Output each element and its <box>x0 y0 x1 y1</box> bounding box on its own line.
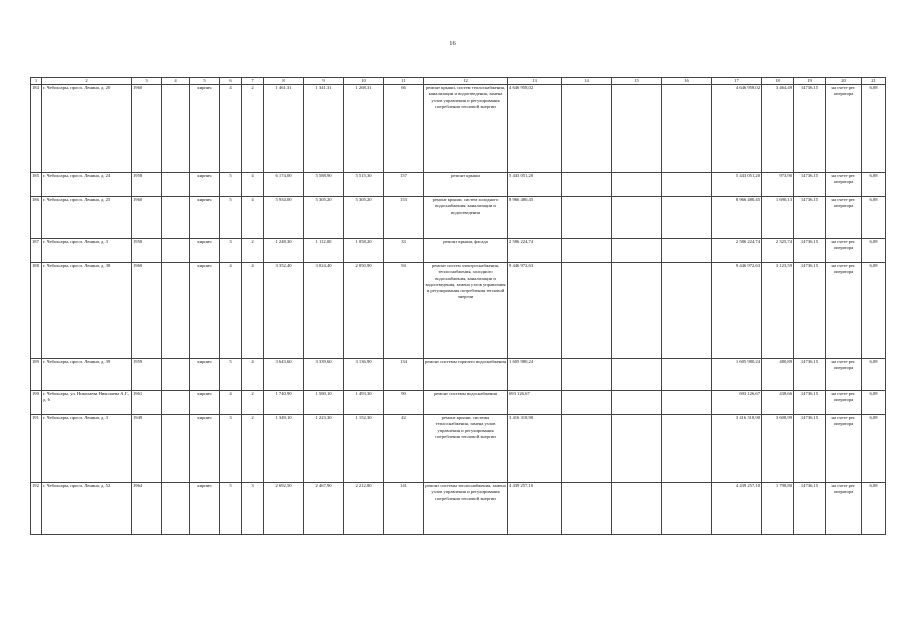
empty-cell <box>162 483 190 535</box>
total-cost-cell: 2 586 224,74 <box>712 239 762 263</box>
table-row <box>31 483 886 535</box>
works-list-cell: ремонт крыши <box>424 173 508 197</box>
total-area-cell: 6 174,00 <box>264 173 304 197</box>
column-number: 3 <box>132 78 162 85</box>
cost-cell: 4 646 958,02 <box>508 85 562 173</box>
empty-cell <box>562 415 612 483</box>
residential-area-cell: 2 212,80 <box>344 483 384 535</box>
works-list-cell: ремонт крыши, фасада <box>424 239 508 263</box>
empty-cell <box>562 391 612 415</box>
cost-cell: 693 126,67 <box>508 391 562 415</box>
funding-method-cell: на счете рег. оператора <box>826 197 862 239</box>
entrances-cell: 2 <box>242 415 264 483</box>
residents-count-cell: 157 <box>384 173 424 197</box>
total-cost-cell: 693 126,67 <box>712 391 762 415</box>
term-cell: 6,08 <box>862 415 886 483</box>
empty-cell <box>162 85 190 173</box>
floors-cell: 4 <box>220 85 242 173</box>
cost-cell: 5 443 051,20 <box>508 173 562 197</box>
floors-cell: 3 <box>220 415 242 483</box>
entrances-cell: 4 <box>242 173 264 197</box>
address-cell: г. Чебоксары, просп. Ленина, д. 25 <box>42 197 132 239</box>
total-cost-cell: 3 416 318,90 <box>712 415 762 483</box>
living-area-cell: 1 223,30 <box>304 415 344 483</box>
works-list-cell: ремонт системы водоснабжения <box>424 391 508 415</box>
cost-limit-cell: 14736,15 <box>794 483 826 535</box>
empty-cell <box>662 197 712 239</box>
residential-area-cell: 1 268,31 <box>344 85 384 173</box>
entrances-cell: 2 <box>242 239 264 263</box>
entrances-cell: 3 <box>242 483 264 535</box>
entrances-cell: 4 <box>242 263 264 359</box>
living-area-cell: 1 580,10 <box>304 391 344 415</box>
empty-cell <box>562 359 612 391</box>
column-number: 14 <box>562 78 612 85</box>
empty-cell <box>662 483 712 535</box>
row-number: 185 <box>31 173 42 197</box>
residents-count-cell: 141 <box>384 483 424 535</box>
total-cost-cell: 4 646 958,02 <box>712 85 762 173</box>
column-number: 20 <box>826 78 862 85</box>
entrances-cell: 4 <box>242 359 264 391</box>
total-area-cell: 3 643,60 <box>264 359 304 391</box>
empty-cell <box>562 197 612 239</box>
cost-limit-cell: 14736,15 <box>794 391 826 415</box>
cost-cell: 3 416 318,90 <box>508 415 562 483</box>
row-number: 187 <box>31 239 42 263</box>
works-list-cell: ремонт крыши, систем холодного водоснабжения, канализации и водоотведения <box>424 197 508 239</box>
residents-count-cell: 90 <box>384 391 424 415</box>
year-built-cell: 1959 <box>132 359 162 391</box>
empty-cell <box>562 483 612 535</box>
address-cell: г. Чебоксары, просп. Ленина, д. 52 <box>42 483 132 535</box>
term-cell: 6,08 <box>862 239 886 263</box>
column-number: 12 <box>424 78 508 85</box>
column-number: 18 <box>762 78 794 85</box>
column-number: 2 <box>42 78 132 85</box>
unit-cost-cell: 3 608,99 <box>762 415 794 483</box>
unit-cost-cell: 480,89 <box>762 359 794 391</box>
column-number: 16 <box>662 78 712 85</box>
total-area-cell: 5 934,00 <box>264 197 304 239</box>
year-built-cell: 1960 <box>132 197 162 239</box>
empty-cell <box>612 239 662 263</box>
cost-cell: 2 586 224,74 <box>508 239 562 263</box>
table-row <box>31 173 886 197</box>
empty-cell <box>562 85 612 173</box>
unit-cost-cell: 2 325,74 <box>762 239 794 263</box>
cost-cell: 8 966 480,45 <box>508 197 562 239</box>
column-number: 9 <box>304 78 344 85</box>
cost-limit-cell: 14736,15 <box>794 415 826 483</box>
unit-cost-cell: 3 464,49 <box>762 85 794 173</box>
empty-cell <box>162 239 190 263</box>
residential-area-cell: 2 850,90 <box>344 263 384 359</box>
total-cost-cell: 9 446 972,63 <box>712 263 762 359</box>
total-cost-cell: 8 966 480,45 <box>712 197 762 239</box>
funding-method-cell: на счете рег. оператора <box>826 173 862 197</box>
unit-cost-cell: 1 798,80 <box>762 483 794 535</box>
floors-cell: 5 <box>220 197 242 239</box>
works-list-cell: ремонт крыши, системы теплоснабжения, замена узлов управления и регулирования потребления тепловой энергии <box>424 415 508 483</box>
address-cell: г. Чебоксары, просп. Ленина, д. 38 <box>42 263 132 359</box>
term-cell: 6,08 <box>862 391 886 415</box>
cost-cell: 4 439 257,10 <box>508 483 562 535</box>
column-number: 21 <box>862 78 886 85</box>
year-built-cell: 1949 <box>132 415 162 483</box>
residential-area-cell: 5 305,20 <box>344 197 384 239</box>
residents-count-cell: 94 <box>384 263 424 359</box>
residential-area-cell: 5 515,30 <box>344 173 384 197</box>
table-row <box>31 359 886 391</box>
address-cell: г. Чебоксары, просп. Ленина, д. 3 <box>42 239 132 263</box>
residential-area-cell: 3 136,90 <box>344 359 384 391</box>
address-cell: г. Чебоксары, просп. Ленина, д. 24 <box>42 173 132 197</box>
year-built-cell: 1950 <box>132 239 162 263</box>
total-area-cell: 1 461,31 <box>264 85 304 173</box>
wall-material-cell: кирпич <box>190 263 220 359</box>
column-number: 13 <box>508 78 562 85</box>
empty-cell <box>162 391 190 415</box>
wall-material-cell: кирпич <box>190 173 220 197</box>
term-cell: 6,08 <box>862 483 886 535</box>
address-cell: г. Чебоксары, просп. Ленина, д. 39 <box>42 359 132 391</box>
residents-count-cell: 66 <box>384 85 424 173</box>
wall-material-cell: кирпич <box>190 85 220 173</box>
cost-limit-cell: 14736,15 <box>794 197 826 239</box>
table-row <box>31 263 886 359</box>
residential-area-cell: 1 493,30 <box>344 391 384 415</box>
floors-cell: 5 <box>220 359 242 391</box>
cost-cell: 9 446 972,63 <box>508 263 562 359</box>
empty-cell <box>662 415 712 483</box>
entrances-cell: 2 <box>242 391 264 415</box>
table-row <box>31 239 886 263</box>
column-number: 17 <box>712 78 762 85</box>
empty-cell <box>562 263 612 359</box>
floors-cell: 3 <box>220 239 242 263</box>
cost-limit-cell: 14736,15 <box>794 173 826 197</box>
wall-material-cell: кирпич <box>190 415 220 483</box>
cost-limit-cell: 14736,15 <box>794 263 826 359</box>
term-cell: 6,08 <box>862 85 886 173</box>
works-list-cell: ремонт крыши, систем теплоснабжения, канализации и водоотведения, замена узлов управления и регулирования потребления тепловой энергии <box>424 85 508 173</box>
funding-method-cell: на счете рег. оператора <box>826 85 862 173</box>
empty-cell <box>612 197 662 239</box>
column-number: 15 <box>612 78 662 85</box>
year-built-cell: 1960 <box>132 263 162 359</box>
column-number: 11 <box>384 78 424 85</box>
empty-cell <box>612 263 662 359</box>
unit-cost-cell: 438,66 <box>762 391 794 415</box>
works-list-cell: ремонт системы теплоснабжения, замена узлов управления и регулирования потребления тепловой энергии <box>424 483 508 535</box>
empty-cell <box>162 197 190 239</box>
floors-cell: 5 <box>220 483 242 535</box>
residents-count-cell: 134 <box>384 359 424 391</box>
empty-cell <box>612 415 662 483</box>
empty-cell <box>612 359 662 391</box>
address-cell: г. Чебоксары, просп. Ленина, д. 20 <box>42 85 132 173</box>
funding-method-cell: на счете рег. оператора <box>826 391 862 415</box>
term-cell: 6,08 <box>862 197 886 239</box>
residents-count-cell: 153 <box>384 197 424 239</box>
living-area-cell: 1 341,31 <box>304 85 344 173</box>
empty-cell <box>612 85 662 173</box>
funding-method-cell: на счете рег. оператора <box>826 239 862 263</box>
cost-limit-cell: 14736,15 <box>794 359 826 391</box>
residential-area-cell: 1 152,30 <box>344 415 384 483</box>
unit-cost-cell: 1 690,13 <box>762 197 794 239</box>
residents-count-cell: 33 <box>384 239 424 263</box>
table-row <box>31 391 886 415</box>
column-number: 6 <box>220 78 242 85</box>
row-number: 189 <box>31 359 42 391</box>
empty-cell <box>562 239 612 263</box>
wall-material-cell: кирпич <box>190 197 220 239</box>
total-cost-cell: 1 605 980,24 <box>712 359 762 391</box>
total-area-cell: 3 352,40 <box>264 263 304 359</box>
column-number: 10 <box>344 78 384 85</box>
cost-limit-cell: 14736,15 <box>794 239 826 263</box>
entrances-cell: 4 <box>242 197 264 239</box>
empty-cell <box>162 359 190 391</box>
empty-cell <box>162 173 190 197</box>
entrances-cell: 2 <box>242 85 264 173</box>
empty-cell <box>612 391 662 415</box>
floors-cell: 4 <box>220 391 242 415</box>
row-number: 192 <box>31 483 42 535</box>
year-built-cell: 1960 <box>132 85 162 173</box>
empty-cell <box>162 263 190 359</box>
total-area-cell: 1 740,90 <box>264 391 304 415</box>
wall-material-cell: кирпич <box>190 239 220 263</box>
table-row <box>31 197 886 239</box>
funding-method-cell: на счете рег. оператора <box>826 415 862 483</box>
empty-cell <box>562 173 612 197</box>
living-area-cell: 5 588,90 <box>304 173 344 197</box>
table-body <box>31 78 886 535</box>
cost-limit-cell: 14736,15 <box>794 85 826 173</box>
term-cell: 6,08 <box>862 173 886 197</box>
total-cost-cell: 4 439 257,10 <box>712 483 762 535</box>
empty-cell <box>662 391 712 415</box>
empty-cell <box>162 415 190 483</box>
year-built-cell: 1958 <box>132 173 162 197</box>
column-number: 1 <box>31 78 42 85</box>
row-number: 186 <box>31 197 42 239</box>
address-cell: г. Чебоксары, ул. Николаева Николаева А.Г., д. 6 <box>42 391 132 415</box>
page-number: 16 <box>449 40 456 47</box>
row-number: 184 <box>31 85 42 173</box>
empty-cell <box>662 239 712 263</box>
residents-count-cell: 42 <box>384 415 424 483</box>
works-list-cell: ремонт системы горячего водоснабжения <box>424 359 508 391</box>
floors-cell: 4 <box>220 263 242 359</box>
column-number: 8 <box>264 78 304 85</box>
empty-cell <box>662 359 712 391</box>
total-cost-cell: 5 443 051,20 <box>712 173 762 197</box>
living-area-cell: 1 112,00 <box>304 239 344 263</box>
wall-material-cell: кирпич <box>190 391 220 415</box>
works-list-cell: ремонт систем электроснабжения, теплоснабжения, холодного водоснабжения, канализации и водоотведения, замена узлов управления и регулирования потребления тепловой энергии <box>424 263 508 359</box>
total-area-cell: 1 349,10 <box>264 415 304 483</box>
funding-method-cell: на счете рег. оператора <box>826 359 862 391</box>
column-number: 19 <box>794 78 826 85</box>
total-area-cell: 2 692,50 <box>264 483 304 535</box>
floors-cell: 5 <box>220 173 242 197</box>
year-built-cell: 1964 <box>132 483 162 535</box>
empty-cell <box>612 483 662 535</box>
living-area-cell: 3 024,40 <box>304 263 344 359</box>
total-area-cell: 1 248,30 <box>264 239 304 263</box>
living-area-cell: 2 467,90 <box>304 483 344 535</box>
unit-cost-cell: 973,90 <box>762 173 794 197</box>
living-area-cell: 3 339,60 <box>304 359 344 391</box>
wall-material-cell: кирпич <box>190 359 220 391</box>
table-row <box>31 85 886 173</box>
empty-cell <box>662 173 712 197</box>
column-number: 7 <box>242 78 264 85</box>
cost-cell: 1 605 980,24 <box>508 359 562 391</box>
funding-method-cell: на счете рег. оператора <box>826 483 862 535</box>
wall-material-cell: кирпич <box>190 483 220 535</box>
row-number: 190 <box>31 391 42 415</box>
funding-method-cell: на счете рег. оператора <box>826 263 862 359</box>
repair-program-table <box>30 77 886 535</box>
unit-cost-cell: 3 123,59 <box>762 263 794 359</box>
column-number: 4 <box>162 78 190 85</box>
column-number-row <box>31 78 886 85</box>
row-number: 188 <box>31 263 42 359</box>
address-cell: г. Чебоксары, просп. Ленина, д. 3 <box>42 415 132 483</box>
living-area-cell: 5 305,20 <box>304 197 344 239</box>
empty-cell <box>612 173 662 197</box>
residential-area-cell: 1 058,20 <box>344 239 384 263</box>
term-cell: 6,08 <box>862 359 886 391</box>
empty-cell <box>662 85 712 173</box>
empty-cell <box>662 263 712 359</box>
year-built-cell: 1961 <box>132 391 162 415</box>
term-cell: 6,08 <box>862 263 886 359</box>
row-number: 191 <box>31 415 42 483</box>
table-row <box>31 415 886 483</box>
column-number: 5 <box>190 78 220 85</box>
